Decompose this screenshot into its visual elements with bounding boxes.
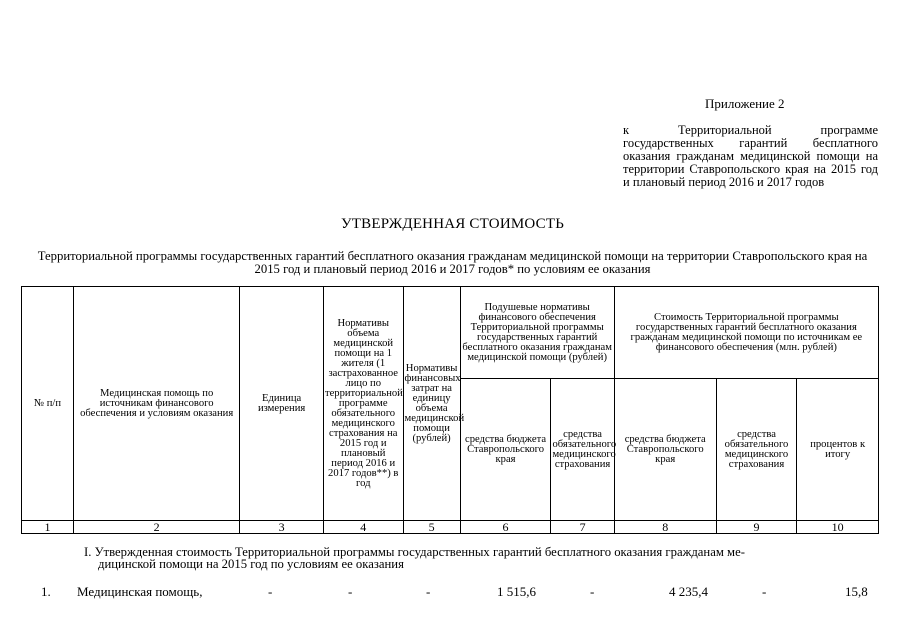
document-subtitle: Территориальной программы государственных гарантий бесплатного оказания гражданам медицинской помощи на территории Ставропольского края на 2015 год и плановый период 2016 и 2017 годов* по условиям ее оказания xyxy=(37,249,868,276)
section-title xyxy=(84,546,874,570)
column-number: 5 xyxy=(403,521,460,534)
row-name: Медицинская помощь, xyxy=(77,584,203,599)
header-percent: процентов к итогу xyxy=(797,379,879,521)
column-number: 9 xyxy=(716,521,797,534)
header-total-oms: средства обязательного медицинского страхования xyxy=(716,379,797,521)
header-per-capita-oms: средства обязательного медицинского страхования xyxy=(551,379,614,521)
header-per-capita-group: Подушевые нормативы финансового обеспечения Территориальной программы государственных гарантий бесплатного оказания гражданам медицинской помощи (рублей) xyxy=(460,287,614,379)
row-volume: - xyxy=(348,584,353,599)
row-cost: - xyxy=(426,584,431,599)
column-number: 6 xyxy=(460,521,551,534)
column-number: 4 xyxy=(323,521,403,534)
row-num: 1. xyxy=(41,584,51,599)
header-total-budget: средства бюджета Ставропольского края xyxy=(614,379,716,521)
row-unit: - xyxy=(268,584,273,599)
header-total-cost-group: Стоимость Территориальной программы государственных гарантий бесплатного оказания гражданам медицинской помощи по источникам ее финансового обеспечения (млн. рублей) xyxy=(614,287,878,379)
section-title-line2: дицинской помощи на 2015 год по условиям ее оказания xyxy=(98,557,404,571)
column-number: 7 xyxy=(551,521,614,534)
cost-table xyxy=(21,286,879,534)
row-oms-total: - xyxy=(762,584,767,599)
column-number: 3 xyxy=(240,521,324,534)
header-unit: Единица измерения xyxy=(240,287,324,521)
column-number: 2 xyxy=(74,521,240,534)
column-number: 8 xyxy=(614,521,716,534)
header-num: № п/п xyxy=(22,287,74,521)
section-title-line1: I. Утвержденная стоимость Территориальной программы государственных гарантий бесплатного оказания гражданам ме- xyxy=(84,545,745,559)
column-number: 1 xyxy=(22,521,74,534)
row-budget-total: 4 235,4 xyxy=(669,584,708,599)
header-care-type: Медицинская помощь по источникам финансового обеспечения и условиям оказания xyxy=(74,287,240,521)
row-percent: 15,8 xyxy=(845,584,868,599)
row-budget-per-capita: 1 515,6 xyxy=(497,584,536,599)
document-heading: УТВЕРЖДЕННАЯ СТОИМОСТЬ xyxy=(340,216,565,232)
header-cost-norm: Нормативы финансовых затрат на единицу объема медицинской помощи (рублей) xyxy=(403,287,460,521)
column-number: 10 xyxy=(797,521,879,534)
header-volume-norm: Нормативы объема медицинской помощи на 1 жителя (1 застрахованное лицо по территориальной программе обязательного медицинского страхования на 2015 год и плановый период 2016 и 2017 годов**) в год xyxy=(323,287,403,521)
appendix-text: к Территориальной программе государственных гарантий бесплатного оказания гражданам медицинской помощи на территории Ставропольского края на 2015 год и плановый период 2016 и 2017 годов xyxy=(623,123,878,189)
appendix-title: Приложение 2 xyxy=(705,96,785,111)
row-oms-per-capita: - xyxy=(590,584,595,599)
header-per-capita-budget: средства бюджета Ставропольского края xyxy=(460,379,551,521)
